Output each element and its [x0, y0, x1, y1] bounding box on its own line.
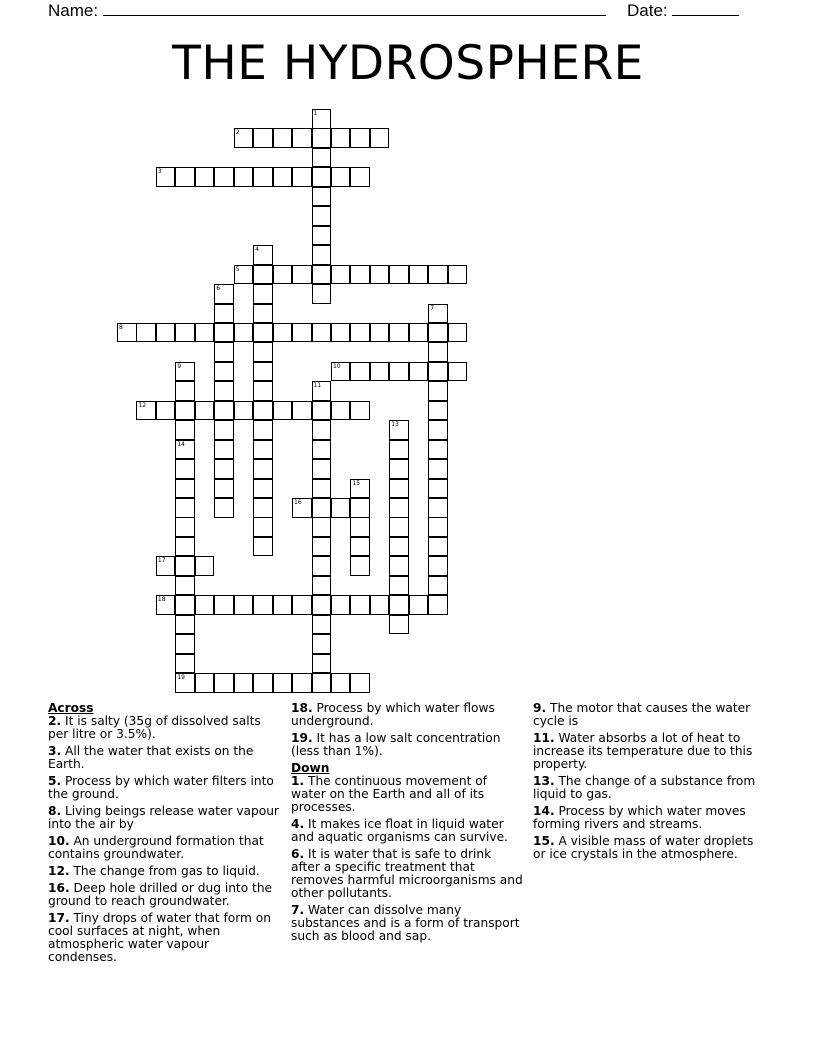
- crossword-cell[interactable]: [175, 595, 195, 615]
- crossword-cell[interactable]: [156, 595, 176, 615]
- clue-number: 7: [430, 304, 435, 312]
- crossword-cell[interactable]: [214, 342, 234, 362]
- crossword-cell[interactable]: [253, 362, 273, 382]
- crossword-cell[interactable]: [312, 654, 332, 674]
- crossword-cell[interactable]: [175, 401, 195, 421]
- crossword-cell[interactable]: [428, 537, 448, 557]
- crossword-cell[interactable]: [370, 595, 390, 615]
- crossword-cell[interactable]: [253, 342, 273, 362]
- crossword-cell[interactable]: [428, 576, 448, 596]
- crossword-cell[interactable]: [273, 323, 293, 343]
- crossword-cell[interactable]: [389, 517, 409, 537]
- crossword-cell[interactable]: [312, 187, 332, 207]
- crossword-cell[interactable]: [214, 459, 234, 479]
- crossword-cell[interactable]: [312, 517, 332, 537]
- crossword-cell[interactable]: [409, 265, 429, 285]
- down-clue: 13. The change of a substance from liquid to gas.: [533, 774, 756, 801]
- clue-number: 17: [157, 557, 166, 565]
- crossword-cell[interactable]: [253, 265, 273, 285]
- crossword-cell[interactable]: [214, 420, 234, 440]
- clue-number: 4: [255, 246, 259, 254]
- crossword-cell[interactable]: [292, 498, 312, 518]
- crossword-cell[interactable]: [350, 673, 370, 693]
- crossword-cell[interactable]: [312, 128, 332, 148]
- clues-column-2: [291, 702, 523, 947]
- crossword-cell[interactable]: [428, 459, 448, 479]
- crossword-cell[interactable]: [214, 595, 234, 615]
- date-label: Date:: [627, 1, 668, 20]
- crossword-cell[interactable]: [234, 265, 254, 285]
- crossword-cell[interactable]: [428, 479, 448, 499]
- crossword-cell[interactable]: [428, 420, 448, 440]
- crossword-cell[interactable]: [389, 323, 409, 343]
- crossword-cell[interactable]: [331, 128, 351, 148]
- crossword-cell[interactable]: [312, 634, 332, 654]
- crossword-cell[interactable]: [389, 537, 409, 557]
- crossword-cell[interactable]: [253, 401, 273, 421]
- crossword-cell[interactable]: [253, 595, 273, 615]
- across-clue: 19. It has a low salt concentration (less than 1%).: [291, 731, 501, 758]
- crossword-cell[interactable]: [175, 362, 195, 382]
- crossword-cell[interactable]: [214, 401, 234, 421]
- page-title: THE HYDROSPHERE: [172, 36, 644, 91]
- clue-number: 2: [235, 129, 240, 137]
- across-clue: 16. Deep hole drilled or dug into the ground to reach groundwater.: [48, 881, 273, 908]
- crossword-cell[interactable]: [312, 673, 332, 693]
- clue-number: 1: [313, 110, 318, 117]
- crossword-cell[interactable]: [312, 537, 332, 557]
- crossword-cell[interactable]: [214, 362, 234, 382]
- crossword-cell[interactable]: [428, 401, 448, 421]
- across-clue: 12. The change from gas to liquid.: [48, 864, 260, 878]
- crossword-cell[interactable]: [428, 440, 448, 460]
- clue-number: 8: [119, 323, 123, 331]
- crossword-cell[interactable]: [253, 381, 273, 401]
- crossword-cell[interactable]: [175, 459, 195, 479]
- crossword-cell[interactable]: [389, 576, 409, 596]
- down-clue: 15. A visible mass of water droplets or ice crystals in the atmosphere.: [533, 834, 754, 861]
- crossword-cell[interactable]: [292, 673, 312, 693]
- crossword-cell[interactable]: [136, 401, 156, 421]
- crossword-cell[interactable]: [253, 440, 273, 460]
- crossword-cell[interactable]: [273, 128, 293, 148]
- crossword-cell[interactable]: [214, 323, 234, 343]
- crossword-cell[interactable]: [214, 479, 234, 499]
- crossword-cell[interactable]: [214, 381, 234, 401]
- crossword-cell[interactable]: [195, 556, 215, 576]
- crossword-cell[interactable]: [214, 440, 234, 460]
- clue-number: 13: [391, 421, 399, 429]
- crossword-cell[interactable]: [331, 673, 351, 693]
- crossword-cell[interactable]: [428, 381, 448, 401]
- crossword-cell[interactable]: [448, 265, 468, 285]
- crossword-cell[interactable]: [253, 420, 273, 440]
- clue-number: 16: [294, 499, 302, 506]
- crossword-cell[interactable]: [234, 167, 254, 187]
- clue-number: 15: [352, 479, 361, 487]
- crossword-cell[interactable]: [195, 167, 215, 187]
- crossword-cell[interactable]: [350, 498, 370, 518]
- crossword-cell[interactable]: [312, 167, 332, 187]
- crossword-cell[interactable]: [350, 362, 370, 382]
- crossword-cell[interactable]: [312, 615, 332, 635]
- crossword-cell[interactable]: [234, 595, 254, 615]
- crossword-cell[interactable]: [253, 323, 273, 343]
- crossword-cell[interactable]: [175, 440, 195, 460]
- crossword-cell[interactable]: [428, 556, 448, 576]
- crossword-cell[interactable]: [350, 401, 370, 421]
- crossword-cell[interactable]: [350, 479, 370, 499]
- crossword-cell[interactable]: [156, 323, 176, 343]
- crossword-cell[interactable]: [312, 440, 332, 460]
- crossword-cell[interactable]: [117, 323, 137, 343]
- clues-column-3: [533, 702, 765, 865]
- crossword-cell[interactable]: [331, 265, 351, 285]
- crossword-cell[interactable]: [175, 498, 195, 518]
- crossword-cell[interactable]: [312, 148, 332, 168]
- crossword-cell[interactable]: [253, 167, 273, 187]
- crossword-cell[interactable]: [312, 226, 332, 246]
- crossword-cell[interactable]: [175, 323, 195, 343]
- crossword-cell[interactable]: [350, 265, 370, 285]
- down-clue: 4. It makes ice float in liquid water and aquatic organisms can survive.: [291, 817, 508, 844]
- clue-number: 3: [157, 168, 162, 176]
- down-clue: 6. It is water that is safe to drink after a specific treatment that removes harmful microorganisms and other pollutants.: [291, 847, 523, 900]
- crossword-cell[interactable]: [214, 498, 234, 518]
- crossword-cell[interactable]: [428, 595, 448, 615]
- crossword-cell[interactable]: [253, 284, 273, 304]
- crossword-cell[interactable]: [350, 556, 370, 576]
- crossword-cell[interactable]: [175, 420, 195, 440]
- crossword-cell[interactable]: [234, 128, 254, 148]
- down-clue: 11. Water absorbs a lot of heat to increase its temperature due to this property.: [533, 731, 753, 771]
- crossword-cell[interactable]: [350, 128, 370, 148]
- crossword-cell[interactable]: [331, 498, 351, 518]
- crossword-cell[interactable]: [409, 323, 429, 343]
- crossword-cell[interactable]: [370, 323, 390, 343]
- crossword-cell[interactable]: [253, 498, 273, 518]
- crossword-cell[interactable]: [253, 479, 273, 499]
- crossword-cell[interactable]: [175, 381, 195, 401]
- crossword-cell[interactable]: [448, 362, 468, 382]
- across-heading: Across: [48, 701, 94, 715]
- crossword-cell[interactable]: [175, 615, 195, 635]
- crossword-cell[interactable]: [156, 401, 176, 421]
- crossword-cell[interactable]: [312, 459, 332, 479]
- crossword-cell[interactable]: [175, 556, 195, 576]
- across-clue: 8. Living beings release water vapour into the air by: [48, 804, 279, 831]
- crossword-cell[interactable]: [389, 498, 409, 518]
- crossword-cell[interactable]: [175, 654, 195, 674]
- crossword-cell[interactable]: [389, 265, 409, 285]
- crossword-cell[interactable]: [175, 634, 195, 654]
- crossword-cell[interactable]: [370, 362, 390, 382]
- down-heading: Down: [291, 761, 330, 775]
- crossword-cell[interactable]: [312, 109, 332, 129]
- crossword-cell[interactable]: [409, 362, 429, 382]
- crossword-cell[interactable]: [234, 323, 254, 343]
- crossword-cell[interactable]: [175, 479, 195, 499]
- clue-number: 18: [157, 596, 166, 604]
- crossword-cell[interactable]: [175, 673, 195, 693]
- clue-number: 9: [177, 362, 182, 370]
- clue-number: 5: [235, 265, 240, 273]
- crossword-cell[interactable]: [214, 284, 234, 304]
- across-clue: 2. It is salty (35g of dissolved salts per litre or 3.5%).: [48, 714, 261, 741]
- crossword-cell[interactable]: [389, 420, 409, 440]
- crossword-cell[interactable]: [292, 128, 312, 148]
- crossword-cell[interactable]: [331, 401, 351, 421]
- down-clue: 7. Water can dissolve many substances and is a form of transport such as blood and sap.: [291, 903, 520, 943]
- crossword-cell[interactable]: [292, 401, 312, 421]
- crossword-cell[interactable]: [195, 673, 215, 693]
- down-clue: 1. The continuous movement of water on the Earth and all of its processes.: [291, 774, 487, 814]
- crossword-cell[interactable]: [350, 323, 370, 343]
- crossword-cell[interactable]: [389, 556, 409, 576]
- crossword-cell[interactable]: [253, 673, 273, 693]
- crossword-cell[interactable]: [370, 265, 390, 285]
- crossword-cell[interactable]: [195, 595, 215, 615]
- crossword-cell[interactable]: [312, 401, 332, 421]
- crossword-cell[interactable]: [253, 128, 273, 148]
- crossword-cell[interactable]: [156, 167, 176, 187]
- crossword-cell[interactable]: [428, 304, 448, 324]
- crossword-cell[interactable]: [389, 459, 409, 479]
- crossword-cell[interactable]: [312, 556, 332, 576]
- crossword-cell[interactable]: [175, 167, 195, 187]
- crossword-cell[interactable]: [273, 401, 293, 421]
- crossword-cell[interactable]: [350, 517, 370, 537]
- crossword-cell[interactable]: [428, 498, 448, 518]
- clue-number: 14: [177, 440, 185, 448]
- clue-number: 11: [313, 382, 322, 390]
- crossword-cell[interactable]: [389, 615, 409, 635]
- crossword-cell[interactable]: [331, 595, 351, 615]
- crossword-cell[interactable]: [273, 167, 293, 187]
- down-clue: 14. Process by which water moves forming rivers and streams.: [533, 804, 746, 831]
- crossword-cell[interactable]: [273, 265, 293, 285]
- crossword-cell[interactable]: [428, 342, 448, 362]
- crossword-cell[interactable]: [448, 323, 468, 343]
- crossword-cell[interactable]: [350, 537, 370, 557]
- clue-number: 12: [138, 401, 147, 409]
- crossword-cell[interactable]: [253, 459, 273, 479]
- across-clue: 17. Tiny drops of water that form on cool surfaces at night, when atmospheric water vapour condenses.: [48, 911, 271, 964]
- crossword-cell[interactable]: [234, 401, 254, 421]
- crossword-cell[interactable]: [389, 440, 409, 460]
- crossword-cell[interactable]: [292, 167, 312, 187]
- crossword-cell[interactable]: [292, 595, 312, 615]
- crossword-cell[interactable]: [312, 323, 332, 343]
- crossword-cell[interactable]: [312, 284, 332, 304]
- across-clue: 3. All the water that exists on the Earth.: [48, 744, 254, 771]
- crossword-cell[interactable]: [331, 362, 351, 382]
- clues-column-1: [48, 702, 280, 968]
- crossword-cell[interactable]: [312, 576, 332, 596]
- crossword-cell[interactable]: [175, 576, 195, 596]
- crossword-cell[interactable]: [370, 128, 390, 148]
- crossword-cell[interactable]: [312, 206, 332, 226]
- crossword-cell[interactable]: [214, 673, 234, 693]
- crossword-cell[interactable]: [195, 401, 215, 421]
- crossword-cell[interactable]: [234, 673, 254, 693]
- crossword-cell[interactable]: [389, 362, 409, 382]
- crossword-cell[interactable]: [331, 323, 351, 343]
- crossword-cell[interactable]: [312, 479, 332, 499]
- crossword-cell[interactable]: [253, 245, 273, 265]
- crossword-cell[interactable]: [253, 517, 273, 537]
- crossword-cell[interactable]: [428, 362, 448, 382]
- crossword-cell[interactable]: [389, 479, 409, 499]
- crossword-cell[interactable]: [273, 595, 293, 615]
- clue-number: 19: [177, 674, 185, 682]
- across-clue: 5. Process by which water filters into the ground.: [48, 774, 274, 801]
- crossword-cell[interactable]: [175, 517, 195, 537]
- crossword-cell[interactable]: [214, 167, 234, 187]
- crossword-cell[interactable]: [312, 420, 332, 440]
- crossword-cell[interactable]: [273, 673, 293, 693]
- crossword-cell[interactable]: [253, 304, 273, 324]
- crossword-cell[interactable]: [292, 265, 312, 285]
- crossword-cell[interactable]: [214, 304, 234, 324]
- crossword-cell[interactable]: [175, 537, 195, 557]
- crossword-cell[interactable]: [253, 537, 273, 557]
- crossword-cell[interactable]: [389, 595, 409, 615]
- down-clue: 9. The motor that causes the water cycle is: [533, 701, 751, 728]
- crossword-cell[interactable]: [428, 323, 448, 343]
- crossword-cell[interactable]: [312, 381, 332, 401]
- across-clue: 18. Process by which water flows underground.: [291, 701, 495, 728]
- crossword-cell[interactable]: [136, 323, 156, 343]
- clue-number: 10: [332, 362, 341, 370]
- crossword-cell[interactable]: [428, 517, 448, 537]
- crossword-cell[interactable]: [409, 595, 429, 615]
- crossword-cell[interactable]: [195, 323, 215, 343]
- name-label: Name:: [48, 1, 99, 20]
- across-clue: 10. An underground formation that contains groundwater.: [48, 834, 264, 861]
- crossword-cell[interactable]: [312, 498, 332, 518]
- crossword-cell[interactable]: [350, 595, 370, 615]
- crossword-cell[interactable]: [312, 245, 332, 265]
- crossword-cell[interactable]: [312, 595, 332, 615]
- crossword-cell[interactable]: [350, 167, 370, 187]
- crossword-cell[interactable]: [312, 265, 332, 285]
- crossword-cell[interactable]: [156, 556, 176, 576]
- crossword-cell[interactable]: [428, 265, 448, 285]
- crossword-cell[interactable]: [292, 323, 312, 343]
- clue-number: 6: [216, 285, 221, 293]
- crossword-cell[interactable]: [331, 167, 351, 187]
